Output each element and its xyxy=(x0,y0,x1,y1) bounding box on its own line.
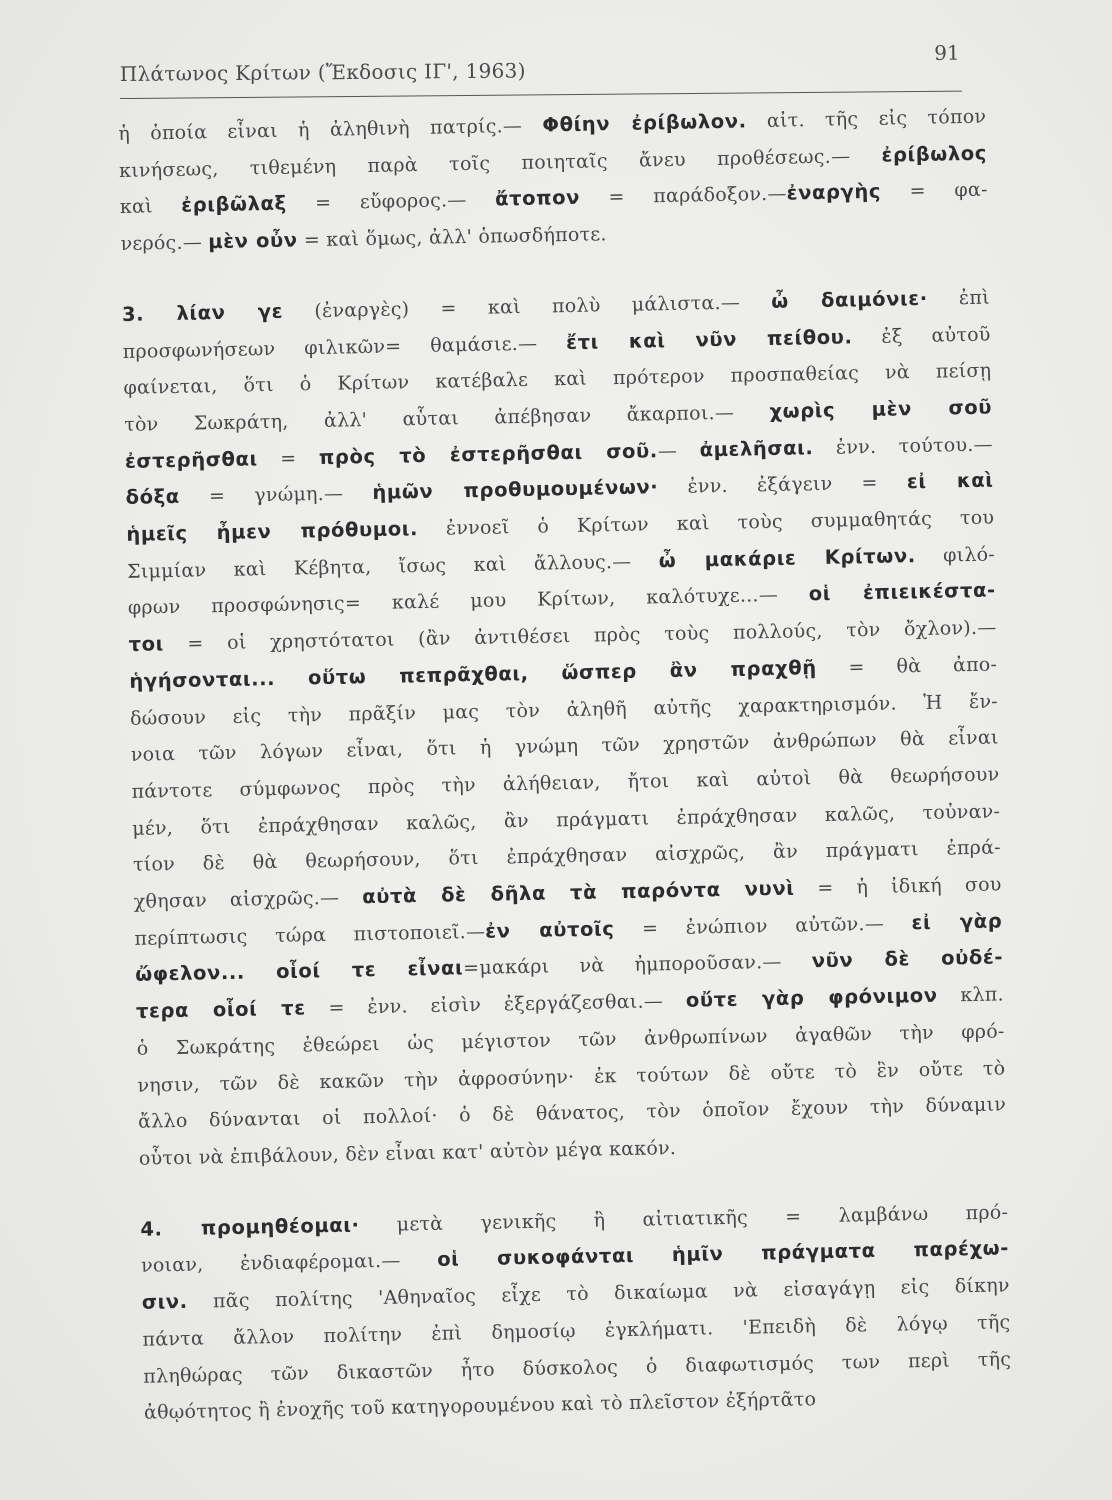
gloss-text: = xyxy=(257,446,320,470)
gloss-text: = φα- xyxy=(880,178,988,204)
lemma: ἡγήσονται... οὕτω πεπρᾶχθαι, ὥσπερ ἂν πραχθῇ xyxy=(129,655,817,693)
gloss-text: — xyxy=(657,439,700,462)
gloss-text: πάντα ἄλλον πολίτην ἐπὶ δημοσίῳ ἐγκλήματι. 'Επειδὴ δὲ λόγῳ τῆς xyxy=(142,1311,1011,1351)
gloss-text: νοια τῶν λόγων εἶναι, ὅτι ἡ γνώμη τῶν χρηστῶν ἀνθρώπων θὰ εἶναι xyxy=(130,726,999,767)
gloss-text: = καὶ ὅμως, ἀλλ' ὁπωσδήποτε. xyxy=(297,223,607,252)
gloss-text: κινήσεως, τιθεμένη παρὰ τοῖς ποιηταῖς ἄνευ προθέσεως.— xyxy=(118,144,882,182)
lemma: εἰ καὶ xyxy=(906,468,994,494)
gloss-text: = θὰ ἀπο- xyxy=(816,653,998,679)
lemma: ἐν αὐτοῖς xyxy=(484,916,615,943)
gloss-text: =μακάρι νὰ ἠμποροῦσαν.— xyxy=(462,950,812,980)
gloss-text: φρων προσφώνησις= καλέ μου Κρίτων, καλότυχε...— xyxy=(127,583,810,620)
lemma: οἱ ἐπιεικέστα- xyxy=(808,578,996,606)
lemma: 3. λίαν γε xyxy=(121,299,284,326)
lemma: ἡμεῖς ἦμεν πρόθυμοι. xyxy=(126,517,419,546)
paragraph xyxy=(140,1194,1012,1432)
lemma: ἐναργὴς xyxy=(786,180,882,205)
lemma: μὲν οὖν xyxy=(208,228,298,254)
lemma: αὐτὰ δὲ δῆλα τὰ παρόντα νυνὶ xyxy=(361,876,795,909)
lemma: ἐρίβωλος xyxy=(881,141,988,167)
gloss-text: ἐνν. τούτου.— xyxy=(813,433,993,459)
gloss-text: τίον δὲ θὰ θεωρήσουν, ὅτι ἐπράχθησαν αἰσχρῶς, ἂν πράγματι ἐπρά- xyxy=(132,836,1002,877)
lemma: οἱ συκοφάνται ἡμῖν πράγματα παρέχω- xyxy=(436,1236,1010,1272)
lemma: ἄτοπον xyxy=(494,186,581,211)
lemma: πρὸς τὸ ἐστερῆσθαι σοῦ. xyxy=(318,438,659,469)
commentary-text xyxy=(118,99,1012,1432)
gloss-text: = ἐνώπιον αὐτῶν.— xyxy=(614,912,912,940)
lemma: σιν. xyxy=(141,1289,188,1314)
lemma: δόξα xyxy=(125,485,181,510)
lemma: ἐστερῆσθαι xyxy=(124,446,258,473)
gloss-text: ἀθῳότητος ἢ ἐνοχῆς τοῦ κατηγορουμένου καὶ τὸ πλεῖστον ἐξήρτᾶτο xyxy=(143,1388,817,1424)
gloss-text: τὸν Σωκράτη, ἀλλ' αὗται ἀπέβησαν ἄκαρποι.— xyxy=(123,400,770,436)
running-title: Πλάτωνος Κρίτων (Ἔκδοσις ΙΓ', 1963) xyxy=(119,58,526,87)
gloss-text: = ἐνν. εἰσὶν ἐξεργάζεσθαι.— xyxy=(305,989,687,1020)
gloss-text: ἡ ὁποία εἶναι ἡ ἀληθινὴ πατρίς.— xyxy=(118,114,543,145)
lemma: 4. προμηθέομαι· xyxy=(140,1213,360,1241)
lemma: ἔτι καὶ νῦν πείθου. xyxy=(565,324,853,354)
lemma: ἐριβῶλαξ xyxy=(181,192,287,218)
lemma: τερα οἷοί τε xyxy=(135,996,306,1023)
gloss-text: προσφωνήσεων φιλικῶν= θαμάσιε.— xyxy=(122,331,567,363)
gloss-text: = παράδοξον.— xyxy=(579,183,787,210)
gloss-text: κλπ. xyxy=(937,983,1005,1007)
lemma: ὦ μακάριε Κρίτων. xyxy=(658,543,916,572)
lemma: οὔτε γὰρ φρόνιμον xyxy=(685,983,938,1012)
gloss-text: καὶ xyxy=(119,195,182,219)
lemma: νῦν δὲ οὐδέ- xyxy=(811,945,1004,973)
lemma: ὦ δαιμόνιε· xyxy=(770,286,928,313)
gloss-text: = οἱ χρηστότατοι (ἂν ἀντιθέσει πρὸς τοὺς πολλούς, τὸν ὄχλον).— xyxy=(163,616,997,656)
lemma: τοι xyxy=(128,632,165,657)
gloss-text: νησιν, τῶν δὲ κακῶν τὴν ἀφροσύνην· ἐκ τούτων δὲ οὔτε τὸ ἓν οὔτε τὸ xyxy=(137,1056,1006,1097)
gloss-text: ἄλλο δύνανται οἱ πολλοί· ὁ δὲ θάνατος, τὸν ὁποῖον ἔχουν τὴν δύναμιν xyxy=(137,1093,1007,1134)
gloss-text: Σιμμίαν καὶ Κέβητα, ἴσως καὶ ἄλλους.— xyxy=(126,549,659,583)
gloss-text: ἐπὶ xyxy=(927,286,991,310)
lemma: Φθίην ἐρίβωλον. xyxy=(542,109,747,137)
page-number: 91 xyxy=(934,40,960,65)
gloss-text: = ἡ ἰδική σου xyxy=(794,873,1002,900)
gloss-text: πᾶς πολίτης 'Αθηναῖος εἶχε τὸ δικαίωμα νὰ εἰσαγάγῃ εἰς δίκην xyxy=(187,1274,1010,1313)
lemma: ἀμελῆσαι. xyxy=(699,435,814,462)
gloss-text: (ἐναργὲς) = καὶ πολὺ μάλιστα.— xyxy=(282,290,772,323)
lemma: ὤφελον... οἷοί τε εἶναι xyxy=(135,956,464,987)
gloss-text: = γνώμη.— xyxy=(179,482,373,509)
gloss-text: = εὔφορος.— xyxy=(286,188,496,216)
gloss-text: μέν, ὅτι ἐπράχθησαν καλῶς, ἂν πράγματι ἐπράχθησαν καλῶς, τοὐναν- xyxy=(132,800,1001,840)
lemma: εἰ γὰρ xyxy=(911,909,1003,934)
gloss-text: αἰτ. τῆς εἰς τόπον xyxy=(746,105,987,133)
gloss-text: ἐξ αὐτοῦ xyxy=(852,323,991,348)
gloss-text: πληθώρας τῶν δικαστῶν ἦτο δύσκολος ὁ διαφωτισμός των περὶ τῆς xyxy=(143,1347,1012,1388)
gloss-text: περίπτωσις τώρα πιστοποιεῖ.— xyxy=(134,920,486,950)
gloss-text: νοιαν, ἐνδιαφέρομαι.— xyxy=(140,1249,438,1278)
gloss-text: νερός.— xyxy=(120,231,209,256)
gloss-text: μετὰ γενικῆς ἢ αἰτιατικῆς = λαμβάνω πρό- xyxy=(359,1201,1009,1237)
paragraph xyxy=(122,279,1008,1177)
gloss-text: οὗτοι νὰ ἐπιβάλουν, δὲν εἶναι κατ' αὐτὸν μέγα κακόν. xyxy=(138,1136,677,1170)
gloss-text: φιλό- xyxy=(915,543,996,567)
lemma: ἡμῶν προθυμουμένων· xyxy=(372,475,659,505)
gloss-text: φαίνεται, ὅτι ὁ Κρίτων κατέβαλε καὶ πρότερον προσπαθείας νὰ πείσῃ xyxy=(123,359,992,400)
lemma: χωρὶς μὲν σοῦ xyxy=(769,395,993,423)
gloss-text: ὁ Σωκράτης ἐθεώρει ὡς μέγιστον τῶν ἀνθρωπίνων ἀγαθῶν τὴν φρό- xyxy=(136,1020,1005,1060)
gloss-text: ἐνν. ἐξάγειν = xyxy=(658,471,908,499)
gloss-text: χθησαν αἰσχρῶς.— xyxy=(133,886,363,913)
page-header xyxy=(120,35,962,99)
gloss-text: δώσουν εἰς τὴν πρᾶξίν μας τὸν ἀληθῆ αὐτῆς χαρακτηρισμόν. Ἡ ἔν- xyxy=(129,690,999,730)
gloss-text: ἐννοεῖ ὁ Κρίτων καὶ τοὺς συμμαθητάς του xyxy=(417,506,995,541)
paragraph xyxy=(118,99,989,263)
gloss-text: πάντοτε σύμφωνος πρὸς τὴν ἀλήθειαν, ἤτοι καὶ αὐτοὶ θὰ θεωρήσουν xyxy=(131,763,1000,803)
